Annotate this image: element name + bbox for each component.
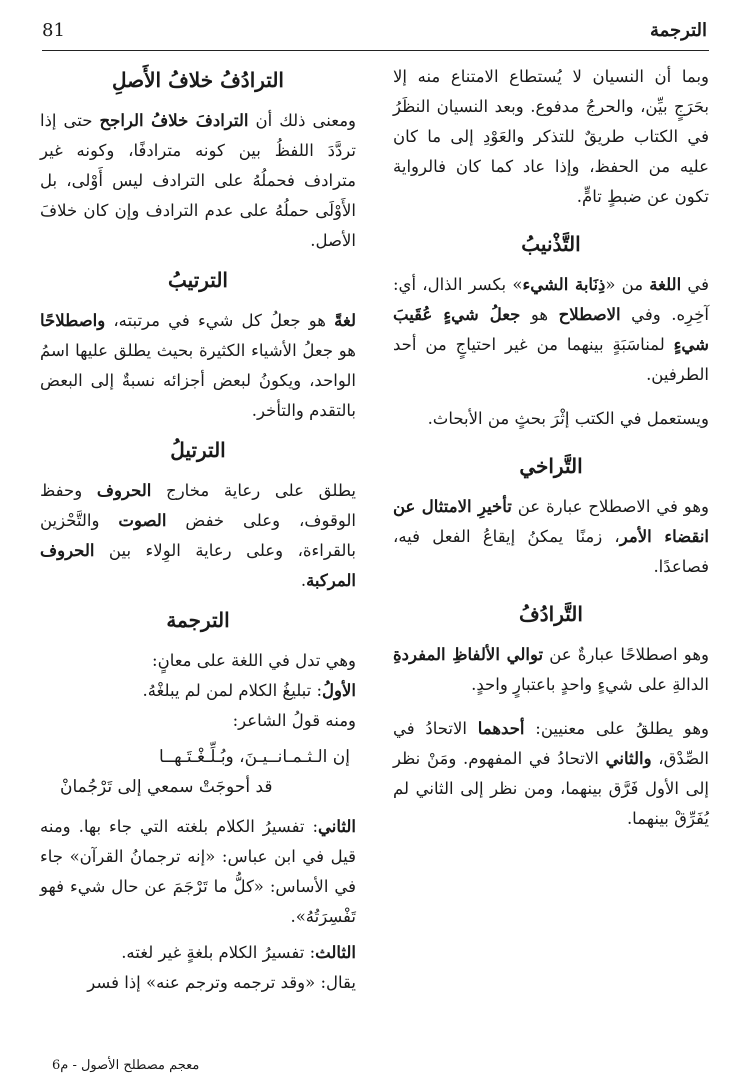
- paragraph-tadhnib-definition: في اللغة من «ذِنَابة الشيء» بكسر الذال، أي: آخِرِه. وفي الاصطلاح هو جعلُ شيءٍ عُقَيبَ شيءٍ لمناسَبَةٍ بينهما من غير احتياجٍ من أحد الطرفين.: [393, 275, 710, 384]
- paragraph-tartil: يطلق على رعاية مخارج الحروف وحفظ الوقوف، وعلى خفض الصوت والتَّحْزين بالقراءة، وعلى رعاية الوِلاء بين الحروف المركبة.: [40, 481, 357, 590]
- heading-tarakhi: التَّراخي: [519, 454, 583, 478]
- paragraph-tarjama-continuation: يقال: «وقد ترجمه وترجم عنه» إذا فسر: [87, 973, 356, 992]
- paragraph-taraduf-khilaf: ومعنى ذلك أن الترادفَ خلافُ الراجح حتى إذا تردَّدَ اللفظُ بين كونه مترادفًا، وكونه غير مترادف فحملُهُ على الترادف ليس أَوْلى، بل الأَوْلَى حملُهُ على عدم الترادف وإن كان خلافَ الأصل.: [40, 111, 357, 250]
- heading-tartib: الترتيبُ: [168, 268, 228, 292]
- heading-tartil: الترتيلُ: [170, 438, 226, 462]
- heading-tarjama: الترجمة: [166, 608, 230, 632]
- left-column: [40, 62, 356, 998]
- verse-hemistich-1: إن الـثـمـانــيـنَ، وبُـلِّـغْـتَـهــا: [158, 747, 350, 767]
- paragraph-tarjama-first: الأولُ: تبليغُ الكلام لمن لم يبلغْهُ.: [142, 681, 356, 700]
- paragraph-tarjama-intro: وهي تدل في اللغة على معانٍ:: [152, 651, 356, 670]
- heading-tadhnib: التَّذْنيبُ: [521, 232, 581, 256]
- verse-hemistich-2: قد أحوجَتْ سمعي إلى تَرْجُمانْ: [60, 777, 273, 797]
- paragraph-tarjama-second: الثاني: تفسيرُ الكلام بلغته التي جاء بها. ومنه قيل في ابن عباس: «إنه ترجمانُ القرآن» جاء في الأساس: «كلُّ ما تَرْجَمَ عن حال شيء فهو تَفْسِرَتُهُ».: [40, 817, 356, 926]
- paragraph-tarjama-third: الثالث: تفسيرُ الكلام بلغةٍ غير لغته.: [121, 943, 356, 962]
- page-footer: معجم مصطلح الأصول - م6: [52, 1058, 200, 1073]
- right-column: [393, 62, 709, 834]
- paragraph-forgetting: وبما أن النسيان لا يُستطاع الامتناع منه إلا بحَرَجٍ بيِّن، والحرجُ مدفوع. وبعد النسيان النظَرُ في الكتاب طريقٌ للتذكر والعَوْدِ إلى ما كان عليه من الحفظ، وإذا عاد كما كان فالرواية تكون عن ضبطٍ تامٍّ.: [393, 67, 709, 206]
- running-title: الترجمة: [649, 20, 707, 41]
- poetry-verse: [40, 742, 356, 802]
- page-header: [42, 14, 709, 51]
- paragraph-taraduf-definition: وهو اصطلاحًا عبارةٌ عن توالي الألفاظِ المفردةِ الدالةِ على شيءٍ واحدٍ باعتبارٍ واحدٍ.: [393, 645, 709, 694]
- heading-taraduf-khilaf-asl: الترادُفُ خلافُ الأَصلِ: [112, 68, 284, 92]
- paragraph-tartib: لغةً هو جعلُ كل شيء في مرتبته، واصطلاحًا هو جعلُ الأشياء الكثيرة بحيث يطلق عليها اسمُ الواحد، ويكونُ لبعض أجزائه نسبةٌ إلى البعض بالتقدم والتأخر.: [40, 311, 356, 420]
- paragraph-taraduf-meanings: وهو يطلقُ على معنيين: أحدهما الاتحادُ في الصِّدْق، والثاني الاتحادُ في المفهوم. ومَنْ نظر إلى الأول فَرَّق بينهما، ومن نظر إلى الثاني لم يُفَرِّقْ بينهما.: [393, 719, 709, 828]
- paragraph-tadhnib-usage: ويستعمل في الكتب إثْرَ بحثٍ من الأبحاث.: [427, 409, 709, 428]
- heading-taraduf: التَّرادُفُ: [519, 602, 583, 626]
- paragraph-tarakhi: وهو في الاصطلاح عبارة عن تأخيرِ الامتثال عن انقضاء الأمر، زمنًا يمكنُ إيقاعُ الفعل فيه، فصاعدًا.: [393, 497, 709, 576]
- page-number: 81: [42, 20, 65, 41]
- paragraph-poet-intro: ومنه قولُ الشاعر:: [232, 711, 356, 730]
